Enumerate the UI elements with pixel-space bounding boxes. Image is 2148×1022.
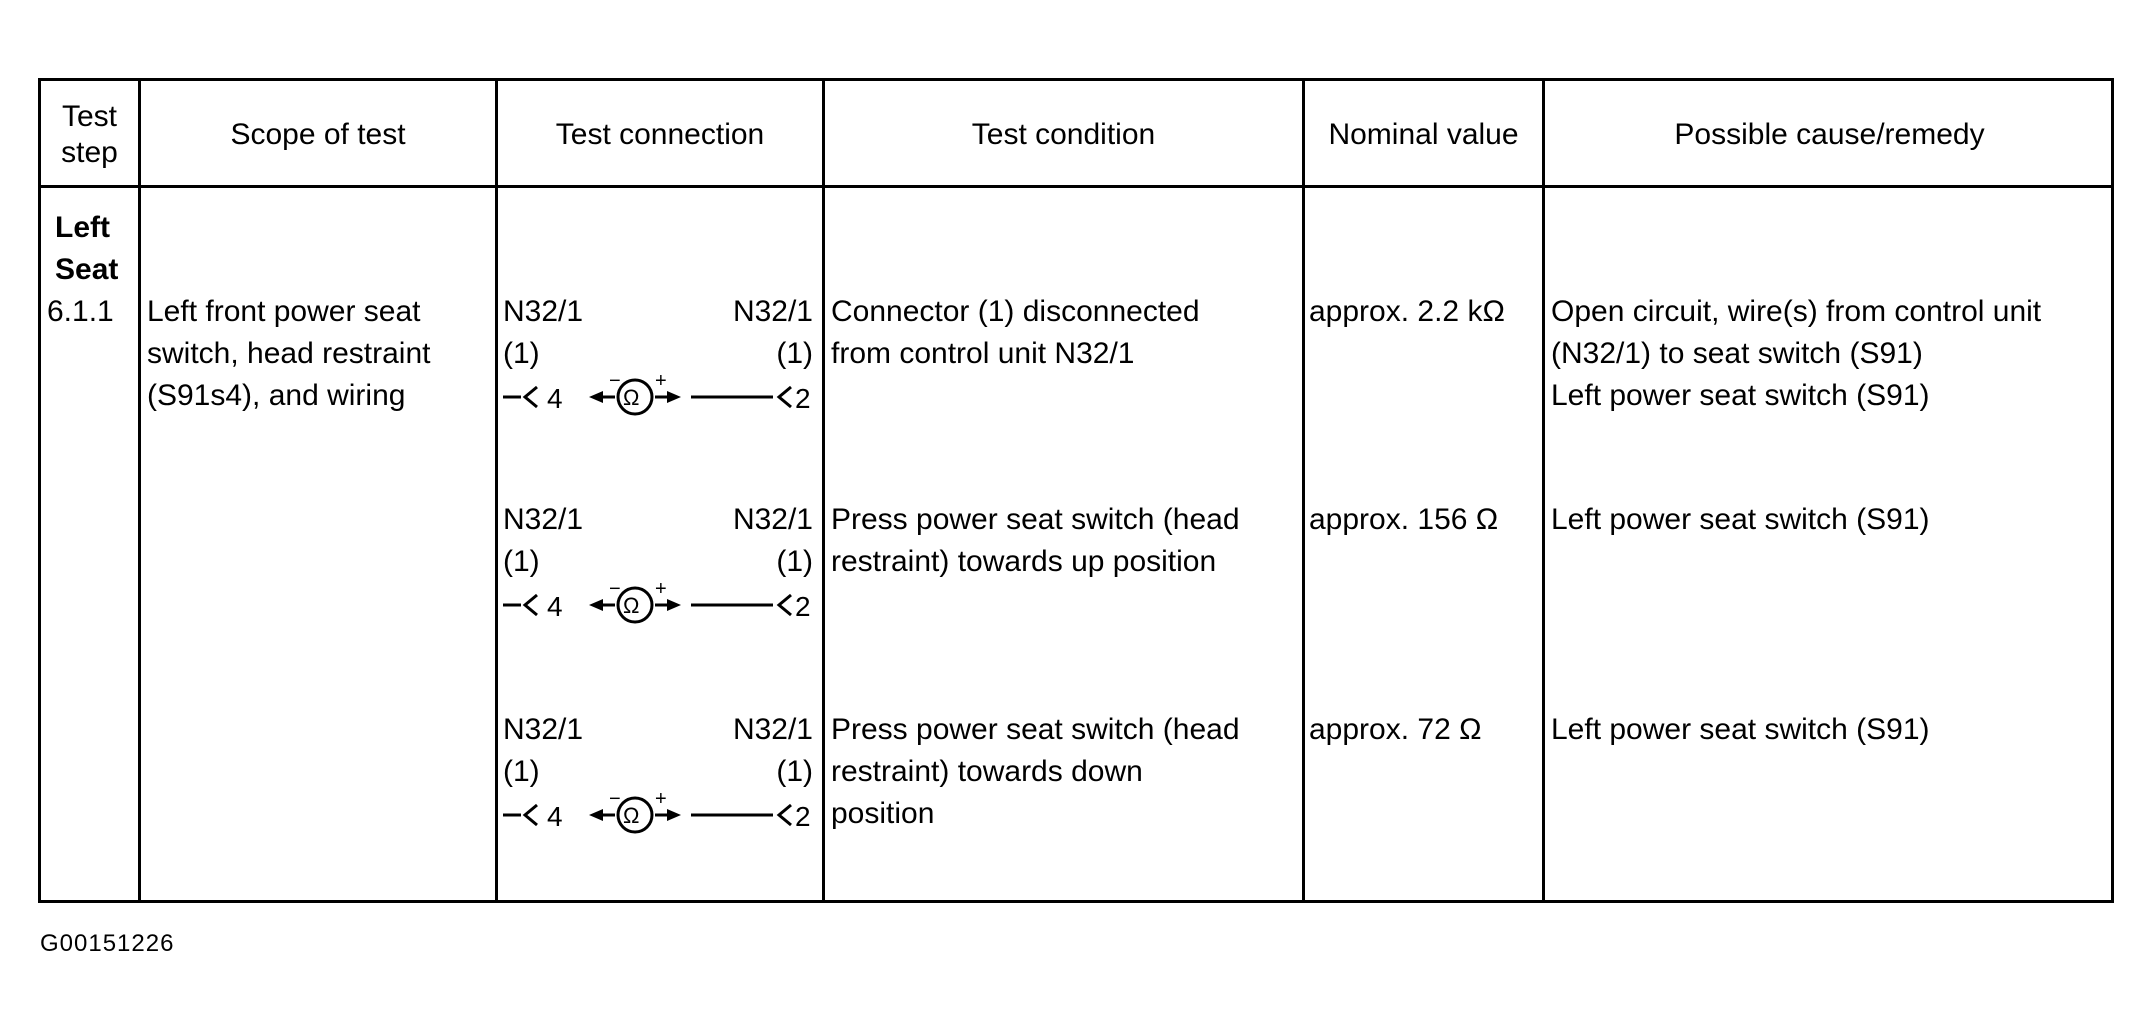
condition-line: Press power seat switch (head xyxy=(831,503,1240,536)
condition-line: restraint) towards up position xyxy=(831,545,1217,578)
condition-line: restraint) towards down xyxy=(831,755,1143,788)
scope-line: (S91s4), and wiring xyxy=(147,379,406,412)
ohmmeter-icon xyxy=(503,793,813,839)
test-table xyxy=(38,78,2114,903)
svg-text:+: + xyxy=(655,375,667,392)
figure-code: G00151226 xyxy=(40,930,175,957)
scope-line: switch, head restraint xyxy=(147,337,431,370)
cause-line: Left power seat switch (S91) xyxy=(1551,503,1930,536)
right-pin: 2 xyxy=(795,383,811,414)
connector-left-label: N32/1 xyxy=(503,295,584,328)
connector-left-sub: (1) xyxy=(503,755,540,788)
ohmmeter-icon xyxy=(503,583,813,629)
condition-line: Press power seat switch (head xyxy=(831,713,1240,746)
svg-text:−: − xyxy=(609,793,621,810)
scope-line: Left front power seat xyxy=(147,295,421,328)
cause-line: (N32/1) to seat switch (S91) xyxy=(1551,337,1923,370)
nominal-value: approx. 156 Ω xyxy=(1309,503,1499,536)
svg-text:−: − xyxy=(609,375,621,392)
connector-left-label: N32/1 xyxy=(503,503,584,536)
header-test-step xyxy=(41,81,138,188)
right-pin: 2 xyxy=(795,591,811,622)
connector-right-sub: (1) xyxy=(776,755,813,788)
connector-right-sub: (1) xyxy=(776,337,813,370)
test-step-number: 6.1.1 xyxy=(47,295,114,328)
svg-text:Ω: Ω xyxy=(623,385,640,410)
connector-left-sub: (1) xyxy=(503,545,540,578)
left-pin: 4 xyxy=(547,383,563,414)
left-pin: 4 xyxy=(547,591,563,622)
column-divider xyxy=(495,81,498,900)
right-pin: 2 xyxy=(795,801,811,832)
cause-line: Left power seat switch (S91) xyxy=(1551,713,1930,746)
column-divider xyxy=(822,81,825,900)
column-divider xyxy=(1542,81,1545,900)
svg-text:+: + xyxy=(655,793,667,810)
svg-text:Ω: Ω xyxy=(623,593,640,618)
cause-line: Open circuit, wire(s) from control unit xyxy=(1551,295,2042,328)
connector-right-label: N32/1 xyxy=(732,295,813,328)
connector-right-label: N32/1 xyxy=(732,713,813,746)
test-connection-diagram xyxy=(503,291,813,421)
condition-line: from control unit N32/1 xyxy=(831,337,1135,370)
condition-line: position xyxy=(831,797,935,830)
condition-line: Connector (1) disconnected xyxy=(831,295,1200,328)
group-label-line1: Left xyxy=(55,211,110,244)
header-connection: Test connection xyxy=(555,117,765,151)
connector-right-label: N32/1 xyxy=(732,503,813,536)
svg-text:−: − xyxy=(609,583,621,600)
ohmmeter-icon xyxy=(503,375,813,421)
header-cause: Possible cause/remedy xyxy=(1674,117,1985,151)
connector-right-sub: (1) xyxy=(776,545,813,578)
column-divider xyxy=(1302,81,1305,900)
svg-text:+: + xyxy=(655,583,667,600)
column-divider xyxy=(138,81,141,900)
group-label-line2: Seat xyxy=(55,253,119,286)
header-nominal: Nominal value xyxy=(1328,117,1519,151)
test-connection-diagram xyxy=(503,499,813,629)
connector-left-label: N32/1 xyxy=(503,713,584,746)
header-test-step-line2: step xyxy=(61,135,118,169)
header-condition: Test condition xyxy=(971,117,1156,151)
nominal-value: approx. 2.2 kΩ xyxy=(1309,295,1505,328)
header-scope: Scope of test xyxy=(230,117,406,151)
left-pin: 4 xyxy=(547,801,563,832)
connector-left-sub: (1) xyxy=(503,337,540,370)
header-test-step-line1: Test xyxy=(61,99,118,133)
svg-text:Ω: Ω xyxy=(623,803,640,828)
test-connection-diagram xyxy=(503,709,813,839)
cause-line: Left power seat switch (S91) xyxy=(1551,379,1930,412)
nominal-value: approx. 72 Ω xyxy=(1309,713,1482,746)
